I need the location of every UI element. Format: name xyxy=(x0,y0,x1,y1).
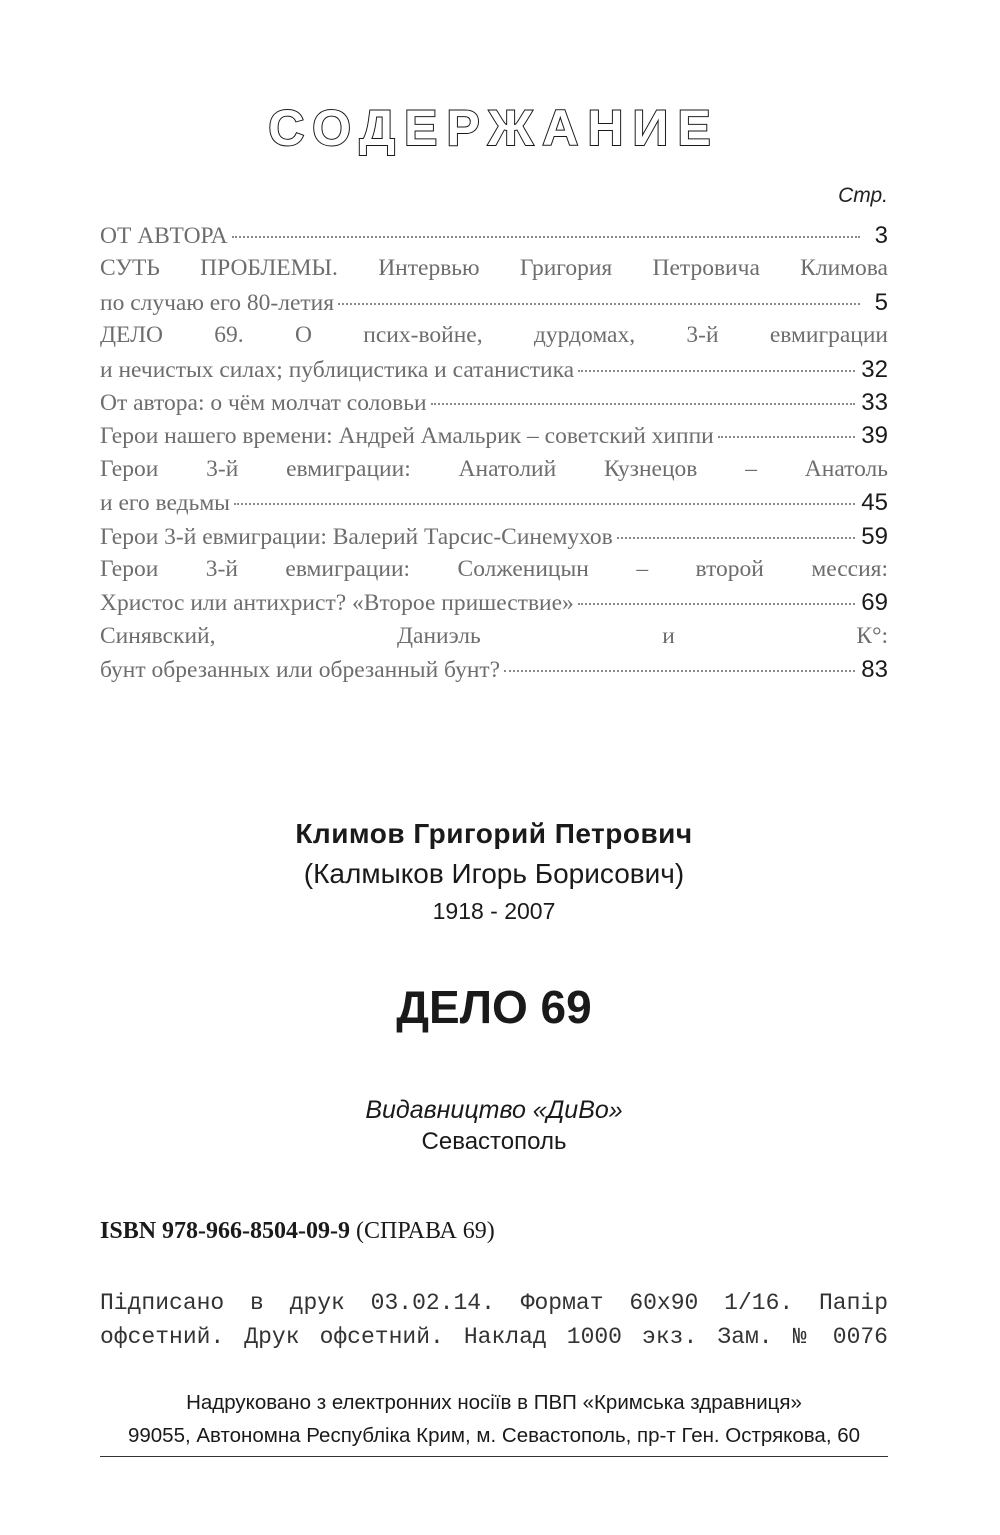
toc-page-number: 33 xyxy=(861,388,888,416)
toc-dot-leader xyxy=(338,303,860,305)
toc-page-number: 5 xyxy=(874,288,888,316)
toc-entry-text: Герои 3-й евмиграции: Валерий Тарсис-Синемухов xyxy=(100,523,613,550)
toc-page-number: 59 xyxy=(861,522,888,550)
author-years: 1918 - 2007 xyxy=(432,898,556,924)
toc-entry-text: ОТ АВТОРА xyxy=(100,223,228,249)
toc-line xyxy=(100,422,888,455)
toc-line xyxy=(100,656,888,689)
toc-entry-text: бунт обрезанных или обрезанный бунт? xyxy=(100,657,501,684)
toc-dot-leader xyxy=(718,436,856,438)
toc-page-number: 3 xyxy=(874,222,888,249)
toc-title: СОДЕРЖАНИЕ xyxy=(268,100,720,156)
imprint-line-1: Підписано в друк 03.02.14. Формат 60х90 1/16. Папір xyxy=(100,1290,888,1316)
printer-line-1: Надруковано з електронних носіїв в ПВП «Кримська здравниця» xyxy=(186,1391,802,1414)
toc-entry-text: Герои нашего времени: Андрей Амальрик – советский хиппи xyxy=(100,423,714,450)
toc-line xyxy=(100,556,888,589)
publisher: Видавництво «ДиВо» xyxy=(365,1096,623,1124)
toc-line xyxy=(100,623,888,656)
toc-line xyxy=(100,389,888,422)
book-title: ДЕЛО 69 xyxy=(396,981,592,1033)
imprint-line-2: офсетний. Друк офсетний. Наклад 1000 экз. Зам. № 0076 xyxy=(100,1324,888,1350)
toc-page-number: 32 xyxy=(861,355,888,383)
toc-line xyxy=(100,255,888,288)
publisher-city: Севастополь xyxy=(421,1128,567,1155)
toc-line xyxy=(100,356,888,389)
toc-entry-text: и его ведьмы xyxy=(100,490,230,517)
toc-line xyxy=(100,489,888,522)
toc-entry-text: Христос или антихрист? «Второе пришествие» xyxy=(100,590,574,617)
toc-dot-leader xyxy=(232,236,860,238)
toc-entry-text: Герои 3-й евмиграции: Солженицын – второй мессия: xyxy=(100,555,888,582)
page-column-label: Стр. xyxy=(838,184,888,207)
toc-line xyxy=(100,222,888,255)
printer-line-2: 99055, Автономна Республіка Крим, м. Севастополь, пр-т Ген. Острякова, 60 xyxy=(127,1424,861,1447)
toc-page-number: 83 xyxy=(861,656,888,684)
printer-block xyxy=(100,1386,888,1452)
toc-line xyxy=(100,322,888,355)
toc-entry-text: Герои 3-й евмиграции: Анатолий Кузнецов – Анатоль xyxy=(100,455,888,482)
author-real-name: (Калмыков Игорь Борисович) xyxy=(303,858,685,889)
toc-entry-text: Синявский, Даниэль и К°: xyxy=(100,622,888,649)
toc-dot-leader xyxy=(578,603,855,605)
toc-entry-text: и нечистых силах; публицистика и сатанистика xyxy=(100,356,575,383)
toc-page-number: 45 xyxy=(861,489,888,517)
isbn-code: ISBN 978-966-8504-09-9 xyxy=(100,1218,350,1244)
toc-line xyxy=(100,289,888,322)
toc-dot-leader xyxy=(504,670,855,672)
toc-entry-text: по случаю его 80-летия xyxy=(100,289,335,316)
bottom-rule xyxy=(100,1456,888,1457)
toc-page-number: 69 xyxy=(861,589,888,617)
table-of-contents xyxy=(100,222,888,689)
author-name: Климов Григорий Петрович xyxy=(295,818,693,849)
toc-dot-leader xyxy=(578,370,855,372)
toc-line xyxy=(100,523,888,556)
toc-entry-text: ДЕЛО 69. О псих-войне, дурдомах, 3-й евмиграции xyxy=(100,322,888,349)
toc-dot-leader xyxy=(617,537,856,539)
toc-dot-leader xyxy=(431,403,856,405)
toc-dot-leader xyxy=(234,503,855,505)
isbn-line xyxy=(100,1218,495,1245)
isbn-note: (СПРАВА 69) xyxy=(356,1218,495,1244)
toc-entry-text: СУТЬ ПРОБЛЕМЫ. Интервью Григория Петровича Климова xyxy=(100,255,888,282)
imprint-block xyxy=(100,1286,888,1354)
toc-line xyxy=(100,456,888,489)
toc-line xyxy=(100,589,888,622)
toc-page-number: 39 xyxy=(861,422,888,450)
toc-entry-text: От автора: о чём молчат соловьи xyxy=(100,389,427,416)
